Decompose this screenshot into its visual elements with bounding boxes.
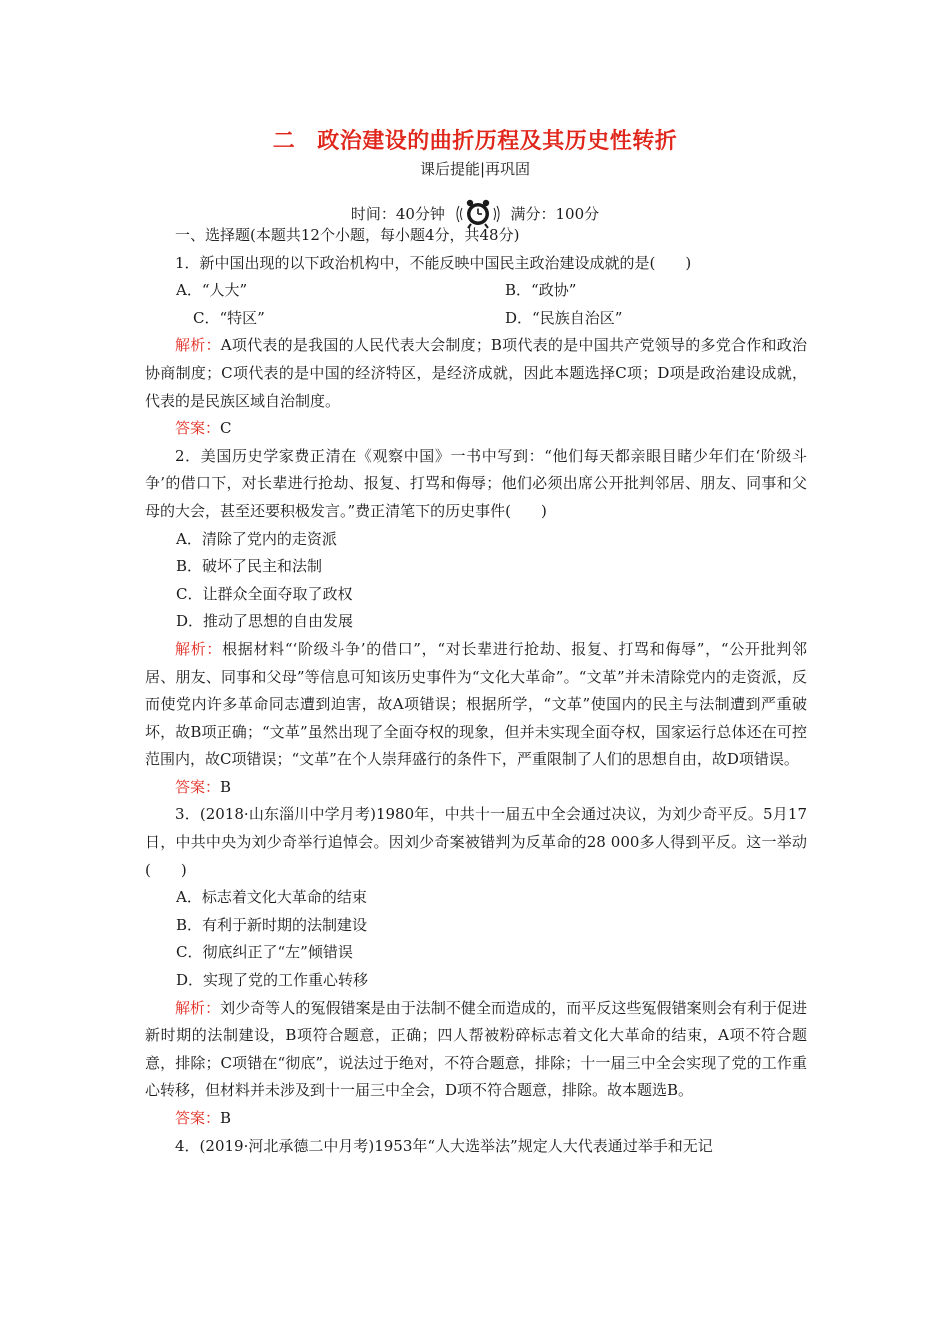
answer-label: 答案：	[175, 777, 221, 796]
question-1-options-row-2	[145, 305, 807, 333]
section-heading: 一、选择题(本题共12个小题，每小题4分，共48分)	[175, 226, 520, 244]
option: B．有利于新时期的法制建设	[176, 915, 368, 934]
analysis-text: A项代表的是我国的人民代表大会制度；B项代表的是中国共产党领导的多党合作和政治协商制度；C项代表的是中国的经济特区，是经济成就，因此本题选择C项；D项是政治建设成就，代表的是民族区域自治制度。	[145, 336, 807, 410]
question-2-answer	[145, 774, 807, 802]
question-1-stem: 1．新中国出现的以下政治机构中，不能反映中国民主政治建设成就的是( )	[175, 253, 692, 272]
question-1-answer	[145, 415, 807, 443]
page-title	[0, 124, 950, 155]
question-3-stem: 3．(2018·山东淄川中学月考)1980年，中共十一届五中全会通过决议，为刘少奇平反。5月17日，中共中央为刘少奇举行追悼会。因刘少奇案被错判为反革命的28 000多人得到平反。这一举动( )	[145, 805, 807, 879]
answer-value: C	[220, 419, 232, 438]
question-content	[145, 222, 807, 1160]
answer-value: B	[220, 1109, 232, 1127]
question-2-stem: 2．美国历史学家费正清在《观察中国》一书中写到：“他们每天都亲眼目睹少年们在‘阶级斗争’的借口下，对长辈进行抢劫、报复、打骂和侮辱；他们必须出席公开批判邻居、朋友、同事和父母的大会，甚至还要积极发言。”费正清笔下的历史事件( )	[145, 446, 807, 520]
option: A．清除了党内的走资派	[176, 529, 337, 548]
analysis-label: 解析：	[175, 336, 221, 355]
option: C．让群众全面夺取了政权	[176, 584, 353, 603]
page-subtitle: 课后提能|再巩固	[419, 160, 531, 178]
question-2-analysis	[145, 636, 807, 774]
question-3-answer	[145, 1105, 807, 1133]
question-1-analysis	[145, 332, 807, 415]
option: A．标志着文化大革命的结束	[176, 888, 367, 907]
answer-label: 答案：	[175, 1109, 221, 1127]
analysis-label: 解析：	[175, 639, 223, 658]
option: D．实现了党的工作重心转移	[176, 971, 369, 990]
title-text: 政治建设的曲折历程及其历史性转折	[317, 129, 678, 154]
full-score: 满分：100分	[510, 205, 600, 223]
option: C．“特区”	[193, 308, 265, 327]
analysis-text: 刘少奇等人的冤假错案是由于法制不健全而造成的，而平反这些冤假错案则会有利于促进新时期的法制建设，B项符合题意，正确；四人帮被粉碎标志着文化大革命的结束，A项不符合题意，排除；C项错在“彻底”，说法过于绝对，不符合题意，排除；十一届三中全会实现了党的工作重心转移，但材料并未涉及到十一届三中全会，D项不符合题意，排除。故本题选B。	[145, 998, 807, 1100]
question-1-options-row-1	[145, 277, 807, 305]
option: D．推动了思想的自由发展	[176, 612, 354, 631]
analysis-label: 解析：	[175, 998, 221, 1017]
question-4-stem: 4．(2019·河北承德二中月考)1953年“人大选举法”规定人大代表通过举手和无记	[175, 1136, 713, 1155]
analysis-text: 根据材料“‘阶级斗争’的借口”，“对长辈进行抢劫、报复、打骂和侮辱”，“公开批判邻居、朋友、同事和父母”等信息可知该历史事件为“文化大革命”。“文革”并未清除党内的走资派，反而使党内许多革命同志遭到迫害，故A项错误；根据所学，“文革”使国内的民主与法制遭到严重破坏，故B项正确；“文革”虽然出现了全面夺权的现象，但并未实现全面夺权，国家运行总体还在可控范围内，故C项错误；“文革”在个人崇拜盛行的条件下，严重限制了人们的思想自由，故D项错误。	[145, 639, 807, 769]
answer-label: 答案：	[175, 419, 221, 438]
option: D．“民族自治区”	[505, 308, 623, 327]
question-3-analysis	[145, 995, 807, 1105]
title-number: 二	[272, 129, 296, 154]
answer-value: B	[220, 777, 232, 796]
option: B．破坏了民主和法制	[176, 557, 323, 576]
option: A．“人大”	[176, 281, 248, 300]
option: B．“政协”	[505, 281, 577, 300]
option: C．彻底纠正了“左”倾错误	[176, 943, 353, 962]
time-limit: 时间：40分钟	[350, 205, 445, 223]
